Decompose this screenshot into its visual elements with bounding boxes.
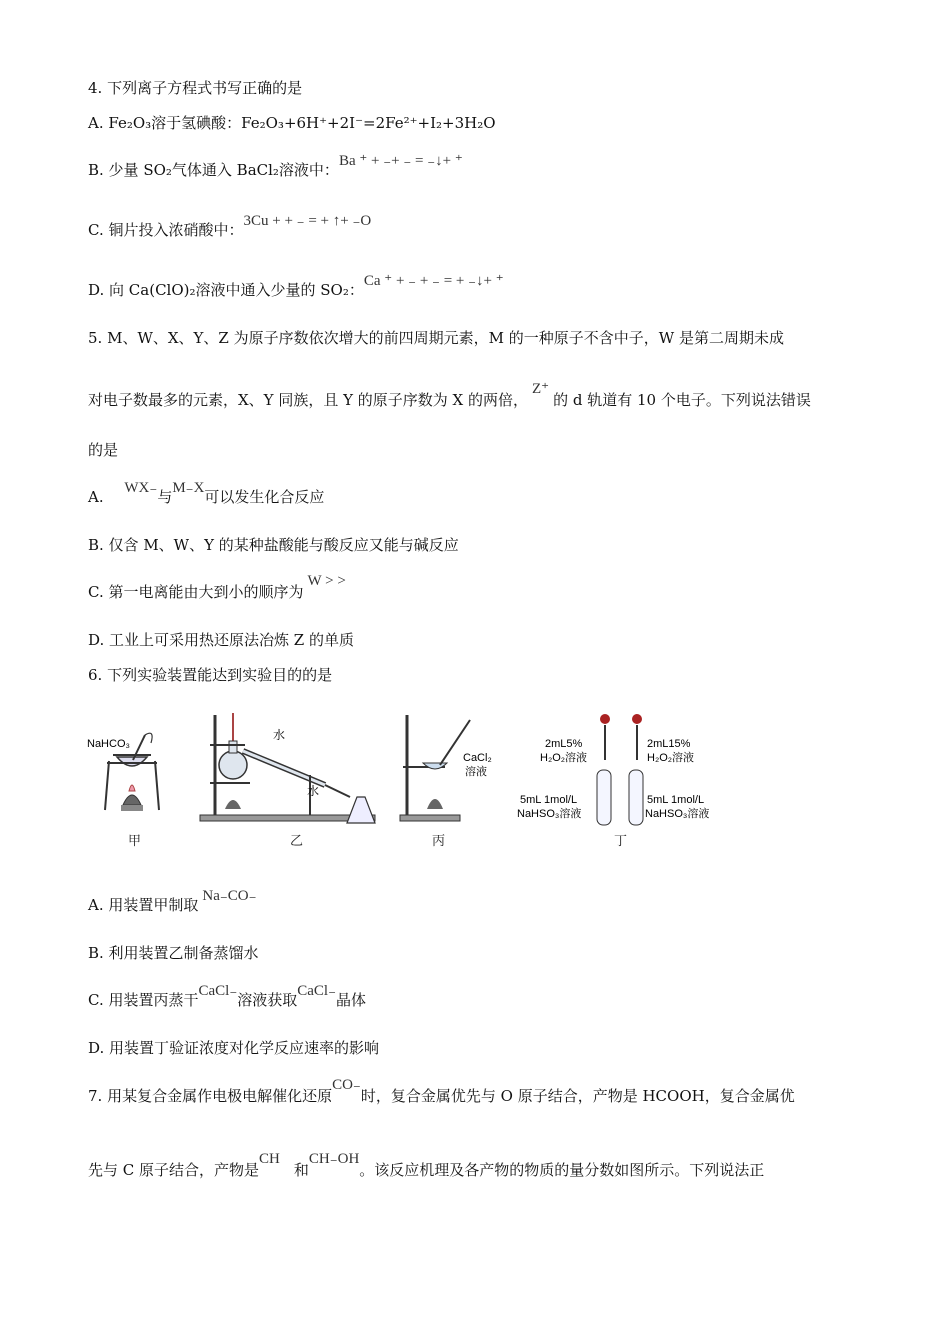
q6-option-a-text: A. 用装置甲制取 [88, 896, 199, 914]
q4-option-c [88, 213, 372, 241]
q4-option-b-equation: Ba ⁺ + ₋+ ₋ = ₋↓+ ⁺ [338, 153, 463, 169]
q7-stem-line2-b: 。该反应机理及各产物的物质的量分数如图所示。下列说法正 [359, 1161, 765, 1179]
q6-option-a-formula: Na₋CO₋ [202, 888, 257, 904]
q6-stem: 6. 下列实验装置能达到实验目的的是 [88, 666, 333, 684]
q4-option-c-equation: 3Cu + + ₋ = + ↑+ ₋O [243, 213, 372, 229]
q5-option-a-mid: 与 [157, 488, 173, 506]
q4-stem: 4. 下列离子方程式书写正确的是 [88, 79, 303, 97]
bing-label-2: 溶液 [465, 766, 487, 778]
bing-label-1: CaCl₂ [463, 752, 492, 764]
q7-stem-line1-a: 7. 用某复合金属作电极电解催化还原 [88, 1087, 333, 1105]
ding-bottom-right-1: 5mL 1mol/L [647, 794, 705, 806]
ding-top-right-2: H₂O₂溶液 [647, 752, 695, 764]
q6-option-c-formula1: CaCl₋ [198, 983, 238, 999]
caption-ding: 丁 [614, 834, 628, 849]
q6-option-c-text: C. 用装置丙蒸干 [88, 991, 199, 1009]
q6-option-c-suffix: 晶体 [336, 991, 367, 1009]
q5-option-a [88, 480, 325, 508]
apparatus-jia [87, 733, 159, 811]
yi-water-top: 水 [273, 728, 286, 742]
q7-stem-line2-a: 先与 C 原子结合，产物是 [88, 1161, 260, 1179]
q6-option-a [88, 888, 257, 916]
q4-option-d-text: D. 向 Ca(ClO)₂溶液中通入少量的 SO₂： [88, 281, 364, 299]
q5-option-a-label: A. [88, 488, 104, 506]
q7-co2-formula: CO₋ [332, 1077, 361, 1093]
q6-option-d: D. 用装置丁验证浓度对化学反应速率的影响 [88, 1039, 380, 1057]
q6-option-c-mid: 溶液获取 [237, 991, 298, 1009]
q5-stem-line1: 5. M、W、X、Y、Z 为原子序数依次增大的前四周期元素，M 的一种原子不含中子，W 是第二周期未成 [88, 329, 784, 347]
ding-bottom-right-2: NaHSO₃溶液 [645, 808, 710, 820]
q5-stem-line3: 的是 [88, 441, 119, 459]
q5-z-ion: Z⁺ [532, 381, 550, 397]
apparatus-bing [400, 715, 492, 821]
caption-jia: 甲 [128, 834, 142, 849]
q7-stem-line2-mid: 和 [293, 1161, 309, 1179]
q5-option-a-formula1: WX₋ [124, 480, 158, 496]
ding-top-left-2: H₂O₂溶液 [540, 752, 588, 764]
q5-option-c-order: W > > [307, 573, 346, 589]
q5-stem-line2-b: 的 d 轨道有 10 个电子。下列说法错误 [553, 391, 811, 409]
q4-option-b [88, 153, 463, 181]
q6-option-c [88, 983, 367, 1011]
q4-option-c-text: C. 铜片投入浓硝酸中： [88, 221, 244, 239]
yi-water-bottom: 水 [307, 784, 320, 798]
q6-option-b: B. 利用装置乙制备蒸馏水 [88, 944, 259, 962]
ding-top-right-1: 2mL15% [647, 738, 691, 750]
q4-option-d [88, 273, 504, 301]
q4-option-a: A. Fe₂O₃溶于氢碘酸：Fe₂O₃+6H⁺+2I⁻=2Fe²⁺+I₂+3H₂O [88, 114, 496, 132]
caption-yi: 乙 [290, 834, 304, 849]
q6-option-c-formula2: CaCl₋ [297, 983, 337, 999]
q5-stem-line2 [88, 381, 811, 411]
apparatus-yi [200, 713, 375, 823]
apparatus-ding [517, 714, 709, 825]
q5-option-b: B. 仅含 M、W、Y 的某种盐酸能与酸反应又能与碱反应 [88, 536, 459, 554]
q7-stem-line2 [88, 1151, 765, 1181]
q4-option-b-text: B. 少量 SO₂气体通入 BaCl₂溶液中： [88, 161, 339, 179]
q5-option-c-text: C. 第一电离能由大到小的顺序为 [88, 583, 304, 601]
q5-stem-line2-a: 对电子数最多的元素，X、Y 同族，且 Y 的原子序数为 X 的两倍， [88, 391, 529, 409]
ding-bottom-left-2: NaHSO₃溶液 [517, 808, 582, 820]
q5-option-a-formula2: M₋X [172, 480, 205, 496]
jia-label: NaHCO₃ [87, 738, 130, 750]
q5-option-a-suffix: 可以发生化合反应 [204, 488, 325, 506]
q5-option-c [88, 573, 346, 603]
caption-bing: 丙 [432, 834, 446, 849]
q7-ch4-formula: CH [259, 1151, 280, 1167]
q7-stem-line1-b: 时，复合金属优先与 O 原子结合，产物是 HCOOH，复合金属优 [360, 1087, 795, 1105]
q4-option-d-equation: Ca ⁺ + ₋ + ₋ = + ₋↓+ ⁺ [363, 273, 504, 289]
ding-bottom-left-1: 5mL 1mol/L [520, 794, 578, 806]
q5-option-d: D. 工业上可采用热还原法冶炼 Z 的单质 [88, 631, 354, 649]
q6-apparatus-figure [85, 705, 735, 855]
ding-top-left-1: 2mL5% [545, 738, 583, 750]
q7-ch3oh-formula: CH₋OH [308, 1151, 360, 1167]
q7-stem-line1 [88, 1077, 795, 1107]
